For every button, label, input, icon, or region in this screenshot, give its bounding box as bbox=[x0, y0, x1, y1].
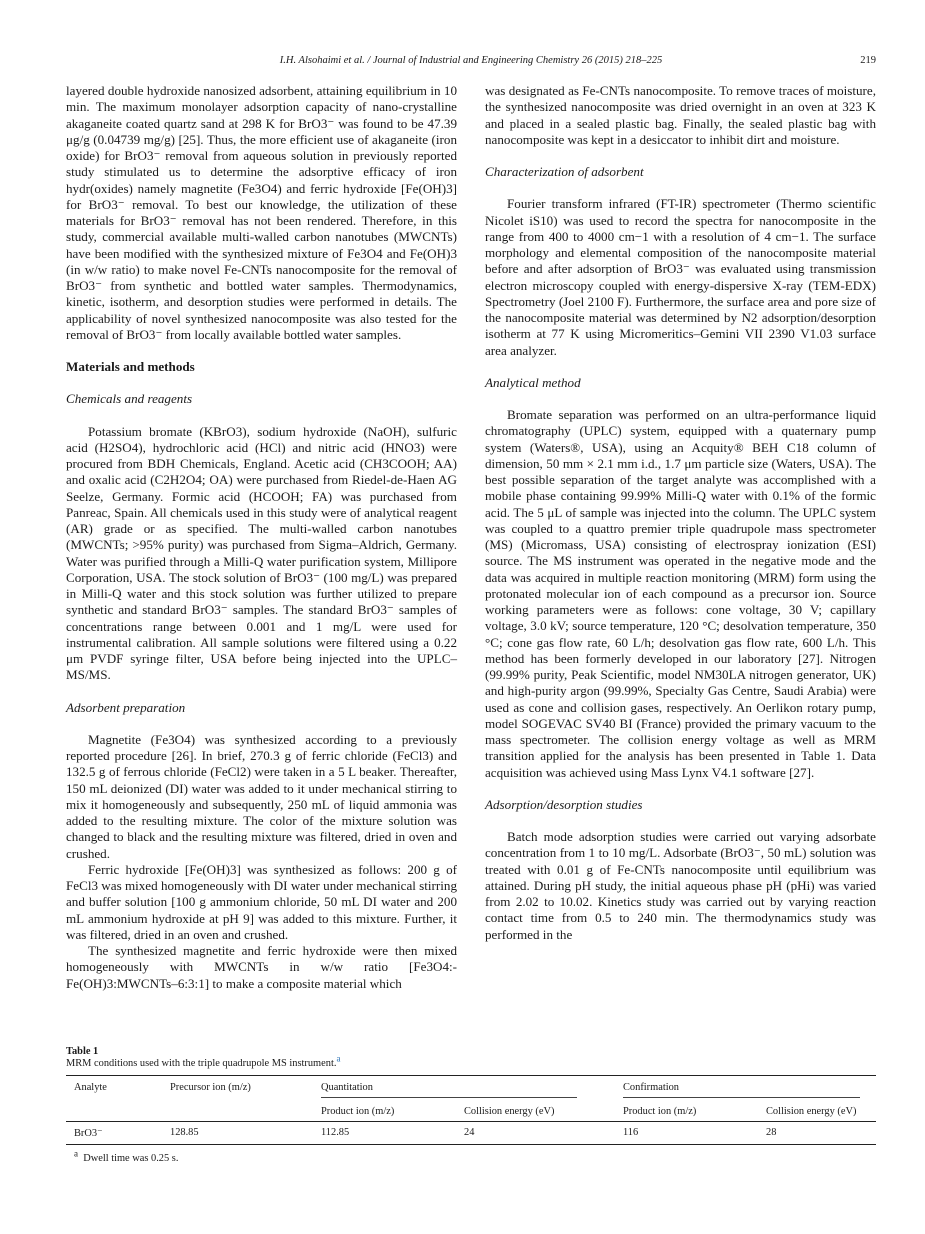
header-quant-collision-energy: Collision energy (eV) bbox=[456, 1102, 615, 1122]
subheading-adsorption-desorption: Adsorption/desorption studies bbox=[485, 796, 643, 812]
header-conf-collision-energy: Collision energy (eV) bbox=[758, 1102, 876, 1122]
caption-footnote-mark[interactable]: a bbox=[336, 1053, 341, 1064]
header-confirmation: Confirmation bbox=[615, 1076, 876, 1103]
table-caption bbox=[66, 1053, 876, 1069]
table-label: Table 1 bbox=[66, 1046, 99, 1057]
table-caption-text: MRM conditions used with the triple quadrupole MS instrument. bbox=[66, 1058, 337, 1069]
composite-paragraph: The synthesized magnetite and ferric hydroxide were then mixed homogeneously with MWCNTs in w/w ratio [Fe3O4:-Fe(OH)3:MWCNTs–6:3:1] to make a composite material which bbox=[66, 943, 457, 991]
cell-conf-product: 116 bbox=[615, 1122, 758, 1145]
footnote-text: Dwell time was 0.25 s. bbox=[83, 1153, 179, 1164]
subheading-adsorbent-preparation: Adsorbent preparation bbox=[66, 699, 186, 715]
header-analyte: Analyte bbox=[66, 1076, 162, 1103]
table-subheader-row bbox=[66, 1102, 876, 1122]
header-precursor: Precursor ion (m/z) bbox=[162, 1076, 313, 1103]
section-heading-materials: Materials and methods bbox=[66, 359, 195, 374]
left-column bbox=[66, 83, 457, 992]
cell-precursor: 128.85 bbox=[162, 1122, 313, 1145]
right-column bbox=[485, 83, 876, 943]
intro-paragraph: layered double hydroxide nanosized adsorbent, attaining equilibrium in 10 min. The maximum monolayer adsorption capacity of nano-crystalline akaganeite coated quartz sand at 298 K for BrO3⁻ was found to be 47.39 μg/g (0.04739 mg/g) [25]. Thus, the more efficient use of akaganeite (iron oxide) for BrO3⁻ removal from aqueous solution in previously reported study stimulated us to determine the adsorptive efficacy of iron hydr(oxides) namely magnetite (Fe3O4) and ferric hydroxide [Fe(OH)3] for BrO3⁻ removal. To best our knowledge, the utilization of these materials for BrO3⁻ removal has not been rendered. Therefore, in this study, commercial available multi-walled carbon nanotubes (MWCNTs) have been modified with the synthesized mixture of Fe3O4 and Fe(OH)3 (in w/w ratio) to make novel Fe-CNTs nanocomposite for the removal of BrO3⁻ from synthetic and bottled water samples. Thermodynamics, kinetic, isotherm, and desorption studies were performed in details. The applicability of novel synthesized nanocomposite was also tested for the removal of BrO3⁻ from locally available bottled water samples. bbox=[66, 83, 457, 342]
ferric-hydroxide-paragraph: Ferric hydroxide [Fe(OH)3] was synthesized as follows: 200 g of FeCl3 was mixed homogeneously with DI water under mechanical stirring and buffer solution [100 g ammonium chloride, 50 mL DI water and 200 mL ammonium hydroxide at pH 9] was added to this mixture. Further, it was filtered, dried in an oven and crushed. bbox=[66, 861, 457, 942]
table-header-row bbox=[66, 1076, 876, 1103]
continuation-paragraph: was designated as Fe-CNTs nanocomposite. To remove traces of moisture, the synthesized nanocomposite was dried overnight in an oven at 323 K and placed in a sealed plastic bag. Finally, the sealed plastic bag with nanocomposite was kept in a desiccator to inhibit dirt and moisture. bbox=[485, 83, 876, 147]
header-conf-product-ion: Product ion (m/z) bbox=[615, 1102, 758, 1122]
header-quantitation: Quantitation bbox=[313, 1076, 615, 1103]
table-1 bbox=[66, 1046, 876, 1164]
analytical-paragraph: Bromate separation was performed on an ultra-performance liquid chromatography (UPLC) system, equipped with a quaternary pump system (Waters®, USA), using an Acquity® BEH C18 column of dimension, 50 mm × 2.1 mm i.d., 1.7 μm particle size (Waters, USA). The best possible separation of the target analyte was accomplished with a mobile phase containing 99.99% Milli-Q water with 0.1% of the formic acid. The 5 μL of sample was injected into the column. The UPLC system was coupled to a quattro premier triple quadrupole mass spectrometer (MS) (Micromass, USA) consisting of electrospray ionization (ESI) source. The MS instrument was operated in the negative mode and the data was acquired in multiple reaction monitoring (MRM) form using the protonated molecular ion of each compound as a precursor ion. Source working parameters were as follows: cone voltage, 30 V; capillary voltage, 3.0 kV; source temperature, 120 °C; desolvation temperature, 350 °C; cone gas flow rate, 60 L/h; desolvation gas flow rate, 600 L/h. This method has been formerly developed in our laboratory [27]. Nitrogen (99.99% purity, Peak Scientific, model NM30LA nitrogen generator, UK) and high-purity argon (99.99%, Specialty Gas Centre, Saudi Arabia) were used as cone and collision gases, respectively. An Oerlikon rotary pump, model SOGEVAC SV40 BI (France) provided the primary vacuum to the mass spectrometer. The collision energy voltage as well as MRM transition applied for the analysis has been presented in Table 1. Data acquisition was achieved using Mass Lynx V4.1 software [27]. bbox=[485, 407, 876, 780]
journal-citation: I.H. Alsohaimi et al. / Journal of Industrial and Engineering Chemistry 26 (2015) 218–225 bbox=[279, 55, 663, 66]
adsorption-paragraph: Batch mode adsorption studies were carried out varying adsorbate concentration from 1 to 10 mg/L. Adsorbate (BrO3⁻, 50 mL) solution was treated with 0.01 g of Fe-CNTs nanocomposite until equilibrium was attained. During pH study, the initial aqueous phase pH (pHi) was varied from 2.02 to 10.02. Kinetics study was carried out by varying reaction contact time from 0.5 to 240 min. The thermodynamics study was performed in the bbox=[485, 829, 876, 942]
cell-conf-energy: 28 bbox=[758, 1122, 876, 1145]
chemicals-paragraph: Potassium bromate (KBrO3), sodium hydroxide (NaOH), sulfuric acid (H2SO4), hydrochloric acid (HCl) and nitric acid (HNO3) were procured from BDH Chemicals, England. Acetic acid (CH3COOH; AA) and oxalic acid (C2H2O4; OA) were purchased from Riedel-de-Haen AG Seelze, Germany. Formic acid (HCOOH; FA) was purchased from Panreac, Spain. All chemicals used in this study were of analytical reagent (AR) grade or as specified. The multi-walled carbon nanotubes (MWCNTs; >95% purity) was purchased from Sigma–Aldrich, Germany. Water was purified through a Milli-Q water purification system, Millipore Corporation, USA. The stock solution of BrO3⁻ (100 mg/L) was prepared in Milli-Q water and this stock solution was further utilized to prepare synthetic and standard BrO3⁻ samples. The standard BrO3⁻ samples of concentrations range between 0.001 and 1 mg/L were used for instrumental calibration. All sample solutions were filtered using a 0.22 μm PVDF syringe filter, USA before being injected into the UPLC–MS/MS. bbox=[66, 423, 457, 683]
cell-quant-product: 112.85 bbox=[313, 1122, 456, 1145]
table-footnote bbox=[66, 1148, 876, 1164]
subheading-characterization: Characterization of adsorbent bbox=[485, 164, 644, 179]
running-header bbox=[66, 55, 876, 71]
cell-quant-energy: 24 bbox=[456, 1122, 615, 1145]
header-quant-product-ion: Product ion (m/z) bbox=[313, 1102, 456, 1122]
characterization-paragraph: Fourier transform infrared (FT-IR) spectrometer (Thermo scientific Nicolet iS10) was used to record the spectra for nanocomposite in the range from 400 to 4000 cm−1 with a resolution of 4 cm−1. The surface morphology and elemental composition of the nanocomposite material before and after adsorption of BrO3⁻ was evaluated using transmission electron microscopy coupled with energy-dispersive X-ray (TEM-EDX) Spectrometry (Joel 2100 F). Furthermore, the surface area and pore size of the nanocomposite material was determined by N2 adsorption/desorption isotherm at 77 K using Micromeritics–Gemini VII 2390 V1.03 surface area analyzer. bbox=[485, 196, 876, 358]
magnetite-paragraph: Magnetite (Fe3O4) was synthesized according to a previously reported procedure [26]. In brief, 270.3 g of ferric chloride (FeCl3) and 132.5 g of ferrous chloride (FeCl2) were taken in a 5 L beaker. Thereafter, 150 mL deionized (DI) water was added to it under mechanical stirring to mix it homogeneously and subsequently, 250 mL of liquid ammonia was added to the resulting mixture. The color of the mixture solution was changed to black and the resulting mixture was filtered, dried in oven and crushed. bbox=[66, 731, 457, 861]
page-number: 219 bbox=[860, 55, 876, 66]
subheading-analytical-method: Analytical method bbox=[485, 374, 581, 390]
mrm-table bbox=[66, 1075, 876, 1145]
table-row bbox=[66, 1122, 876, 1145]
subheading-chemicals: Chemicals and reagents bbox=[66, 391, 193, 407]
cell-analyte: BrO3⁻ bbox=[66, 1122, 162, 1145]
footnote-mark: a bbox=[74, 1148, 78, 1159]
